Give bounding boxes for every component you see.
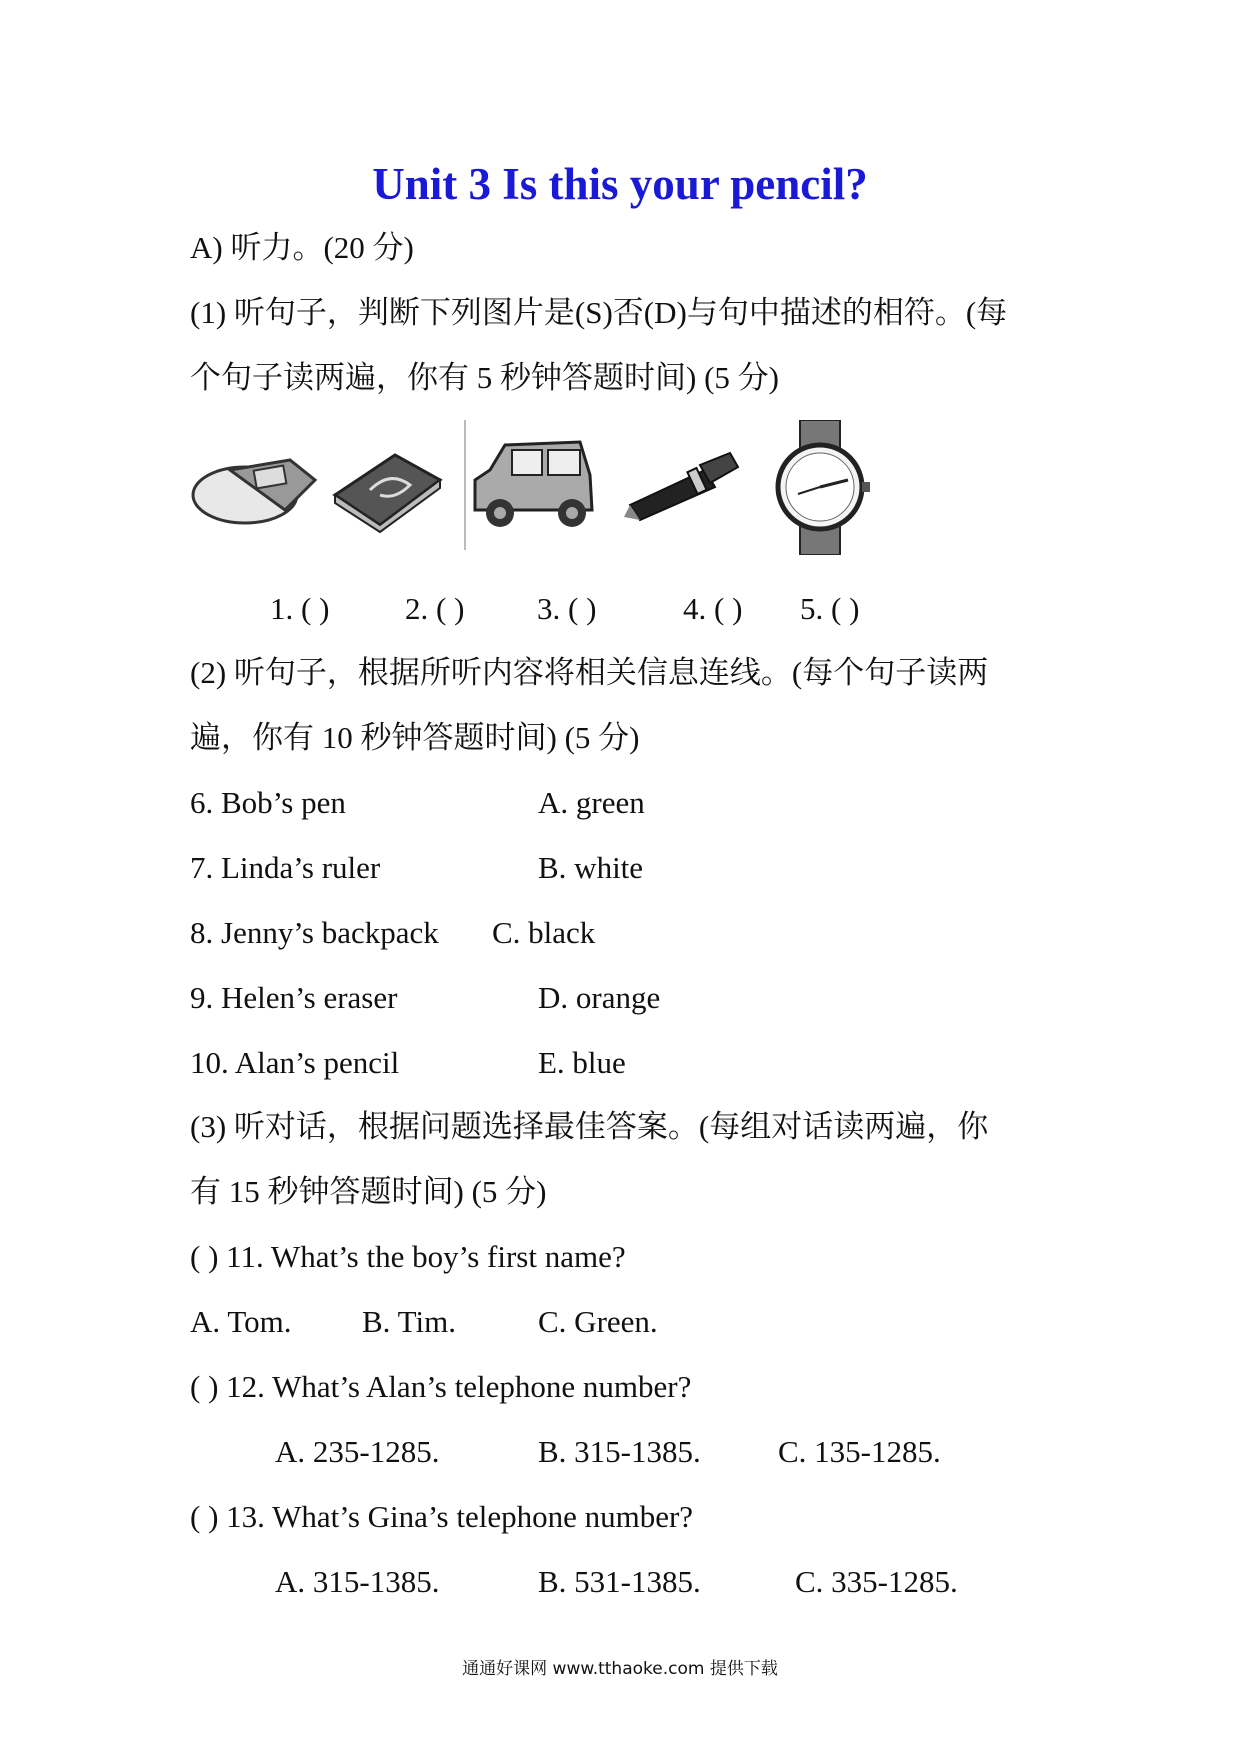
answer-blank-3[interactable]: 3. ( ) bbox=[537, 591, 597, 626]
q12-option-a[interactable]: A. 235-1285. bbox=[275, 1434, 440, 1469]
q11-option-c[interactable]: C. Green. bbox=[538, 1304, 658, 1339]
match-right-b: B. white bbox=[538, 850, 644, 885]
answer-blank-5[interactable]: 5. ( ) bbox=[800, 591, 860, 626]
match-left-7: 7. Linda’s ruler bbox=[190, 850, 381, 885]
question-13: ( ) 13. What’s Gina’s telephone number? bbox=[190, 1499, 694, 1534]
q12-option-c[interactable]: C. 135-1285. bbox=[778, 1434, 941, 1469]
part1-instruction-line1: (1) 听句子，判断下列图片是(S)否(D)与句中描述的相符。(每 bbox=[190, 295, 1008, 330]
q13-option-a[interactable]: A. 315-1385. bbox=[275, 1564, 440, 1599]
book-icon bbox=[325, 440, 450, 535]
section-a-heading: A) 听力。(20 分) bbox=[190, 230, 414, 265]
match-left-10: 10. Alan’s pencil bbox=[190, 1045, 400, 1080]
match-left-8: 8. Jenny’s backpack bbox=[190, 915, 439, 950]
answer-blank-2[interactable]: 2. ( ) bbox=[405, 591, 465, 626]
q11-option-a[interactable]: A. Tom. bbox=[190, 1304, 292, 1339]
part2-instruction-line2: 遍，你有 10 秒钟答题时间) (5 分) bbox=[190, 720, 640, 755]
pen-icon bbox=[620, 445, 740, 525]
question-11: ( ) 11. What’s the boy’s first name? bbox=[190, 1239, 626, 1274]
part1-instruction-line2: 个句子读两遍，你有 5 秒钟答题时间) (5 分) bbox=[190, 360, 779, 395]
q13-option-b[interactable]: B. 531-1385. bbox=[538, 1564, 701, 1599]
watch-icon bbox=[770, 420, 880, 555]
match-right-d: D. orange bbox=[538, 980, 661, 1015]
answer-blank-1[interactable]: 1. ( ) bbox=[270, 591, 330, 626]
picture-row bbox=[190, 420, 890, 570]
footer-watermark: 通通好课网 www.tthaoke.com 提供下载 bbox=[462, 1659, 778, 1679]
part2-instruction-line1: (2) 听句子，根据所听内容将相关信息连线。(每个句子读两 bbox=[190, 655, 989, 690]
q11-option-b[interactable]: B. Tim. bbox=[362, 1304, 456, 1339]
eraser-icon bbox=[190, 440, 320, 530]
page-title: Unit 3 Is this your pencil? bbox=[372, 159, 868, 209]
part3-instruction-line2: 有 15 秒钟答题时间) (5 分) bbox=[190, 1174, 547, 1209]
answer-blank-4[interactable]: 4. ( ) bbox=[683, 591, 743, 626]
car-icon bbox=[460, 420, 600, 550]
q13-option-c[interactable]: C. 335-1285. bbox=[795, 1564, 958, 1599]
match-right-a: A. green bbox=[538, 785, 645, 820]
match-left-6: 6. Bob’s pen bbox=[190, 785, 346, 820]
match-left-9: 9. Helen’s eraser bbox=[190, 980, 398, 1015]
question-12: ( ) 12. What’s Alan’s telephone number? bbox=[190, 1369, 692, 1404]
match-right-e: E. blue bbox=[538, 1045, 626, 1080]
part3-instruction-line1: (3) 听对话，根据问题选择最佳答案。(每组对话读两遍，你 bbox=[190, 1109, 989, 1144]
q12-option-b[interactable]: B. 315-1385. bbox=[538, 1434, 701, 1469]
match-right-c: C. black bbox=[492, 915, 596, 950]
